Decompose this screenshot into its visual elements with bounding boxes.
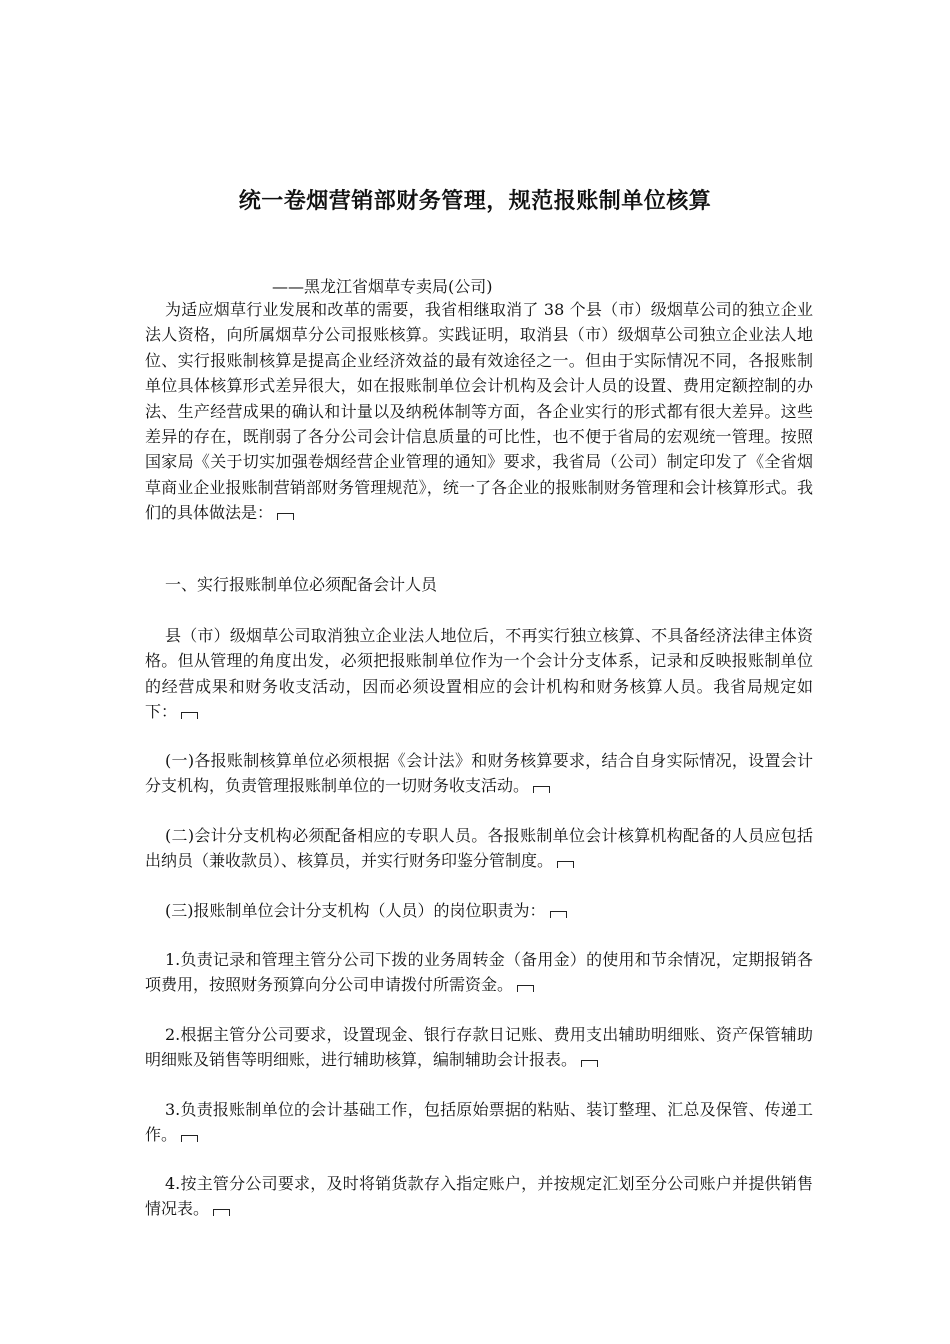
paragraph-text: (二)会计分支机构必须配备相应的专职人员。各报账制单位会计核算机构配备的人员应包括出纳员（兼收款员）、核算员，并实行财务印鉴分管制度。 [145,826,813,871]
paragraph-text: (一)各报账制核算单位必须根据《会计法》和财务核算要求，结合自身实际情况，设置会计分支机构，负责管理报账制单位的一切财务收支活动。 [145,751,813,796]
section-heading-1 [145,572,813,597]
paragraph-item-3 [145,898,813,923]
paragraph-mark-icon [557,861,574,868]
paragraph-text: (三)报账制单位会计分支机构（人员）的岗位职责为： [165,901,546,920]
paragraph-mark-icon [213,1209,230,1216]
paragraph-mark-icon [581,1060,598,1067]
paragraph-text: 为适应烟草行业发展和改革的需要，我省相继取消了 38 个县（市）级烟草公司的独立企业法人资格，向所属烟草分公司报账核算。实践证明，取消县（市）级烟草公司独立企业法人地位、实行报账制核算是提高企业经济效益的最有效途径之一。但由于实际情况不同，各报账制单位具体核算形式差异很大，如在报账制单位会计机构及会计人员的设置、费用定额控制的办法、生产经营成果的确认和计量以及纳税体制等方面，各企业实行的形式都有很大差异。这些差异的存在，既削弱了各分公司会计信息质量的可比性，也不便于省局的宏观统一管理。按照国家局《关于切实加强卷烟经营企业管理的通知》要求，我省局（公司）制定印发了《全省烟草商业企业报账制营销部财务管理规范》，统一了各企业的报账制财务管理和会计核算形式。我们的具体做法是： [145,300,813,523]
paragraph-duty-2 [145,1022,813,1073]
paragraph-mark-icon [533,786,550,793]
paragraph-intro [145,297,813,526]
paragraph-text: 4.按主管分公司要求，及时将销货款存入指定账户，并按规定汇划至分公司账户并提供销售情况表。 [145,1174,813,1219]
paragraph-text: 1.负责记录和管理主管分公司下拨的业务周转金（备用金）的使用和节余情况，定期报销各项费用，按照财务预算向分公司申请拨付所需资金。 [145,950,813,995]
paragraph-duty-3 [145,1097,813,1148]
paragraph-item-2 [145,823,813,874]
document-author: ——黑龙江省烟草专卖局(公司) [272,277,493,296]
paragraph-text: 县（市）级烟草公司取消独立企业法人地位后，不再实行独立核算、不具备经济法律主体资格。但从管理的角度出发，必须把报账制单位作为一个会计分支体系，记录和反映报账制单位的经营成果和财务收支活动，因而必须设置相应的会计机构和财务核算人员。我省局规定如下： [145,626,813,722]
paragraph-mark-icon [550,911,567,918]
paragraph-duty-4 [145,1171,813,1222]
paragraph-mark-icon [181,1135,198,1142]
paragraph-duty-1 [145,947,813,998]
paragraph-mark-icon [277,513,294,520]
paragraph-item-1 [145,748,813,799]
document-title: 统一卷烟营销部财务管理，规范报账制单位核算 [238,188,712,214]
paragraph-mark-icon [181,712,198,719]
paragraph-text: 2.根据主管分公司要求，设置现金、银行存款日记账、费用支出辅助明细账、资产保管辅助明细账及销售等明细账，进行辅助核算，编制辅助会计报表。 [145,1025,813,1070]
paragraph-mark-icon [517,985,534,992]
paragraph-text: 3.负责报账制单位的会计基础工作，包括原始票据的粘贴、装订整理、汇总及保管、传递工作。 [145,1100,813,1145]
paragraph-text: 一、实行报账制单位必须配备会计人员 [165,575,438,594]
paragraph-section-1 [145,623,813,725]
